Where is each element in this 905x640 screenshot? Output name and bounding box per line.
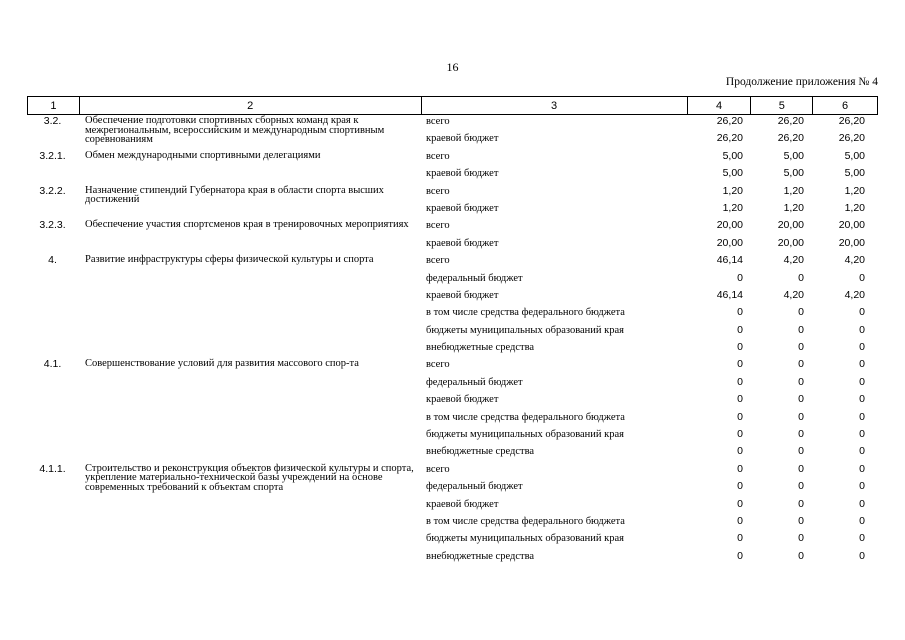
value-col-6: 5,00 <box>844 167 865 180</box>
table-row <box>27 497 878 514</box>
funding-source: краевой бюджет <box>426 498 499 510</box>
table-row <box>27 201 878 218</box>
row-number: 4. <box>48 254 57 267</box>
value-col-6: 0 <box>859 358 865 371</box>
column-header-3: 3 <box>421 97 687 115</box>
funding-source: всего <box>426 220 450 232</box>
value-col-4: 26,20 <box>716 132 743 145</box>
value-col-4: 0 <box>737 549 743 562</box>
value-col-5: 0 <box>798 462 804 475</box>
value-col-6: 0 <box>859 514 865 527</box>
value-col-6: 1,20 <box>844 184 865 197</box>
funding-source: федеральный бюджет <box>426 481 523 493</box>
table-row <box>27 357 878 374</box>
value-col-6: 0 <box>859 428 865 441</box>
value-col-4: 46,14 <box>716 288 743 301</box>
value-col-6: 20,00 <box>838 236 865 249</box>
value-col-5: 0 <box>798 428 804 441</box>
funding-source: внебюджетные средства <box>426 550 535 562</box>
value-col-5: 0 <box>798 480 804 493</box>
table-row <box>27 375 878 392</box>
value-col-4: 20,00 <box>716 236 743 249</box>
value-col-4: 0 <box>737 428 743 441</box>
table-row <box>27 236 878 253</box>
row-name: Назначение стипендий Губернатора края в области спорта высших достижений <box>85 184 384 206</box>
value-col-5: 0 <box>798 549 804 562</box>
funding-source: федеральный бюджет <box>426 376 523 388</box>
row-number: 3.2. <box>43 115 62 127</box>
value-col-4: 1,20 <box>722 184 743 197</box>
row-name: Обеспечение участия спортсменов края в тренировочных мероприятиях <box>85 219 409 231</box>
funding-source: бюджеты муниципальных образований края <box>426 429 625 441</box>
table-row <box>27 218 878 235</box>
value-col-6: 0 <box>859 462 865 475</box>
table-row <box>27 271 878 288</box>
value-col-4: 26,20 <box>716 115 743 127</box>
value-col-4: 0 <box>737 393 743 406</box>
funding-source: в том числе средства федерального бюджета <box>426 515 625 527</box>
value-col-4: 0 <box>737 323 743 336</box>
funding-source: внебюджетные средства <box>426 342 535 354</box>
value-col-6: 5,00 <box>844 149 865 162</box>
value-col-4: 0 <box>737 271 743 284</box>
funding-source: краевой бюджет <box>426 289 499 301</box>
value-col-5: 1,20 <box>783 184 804 197</box>
value-col-6: 4,20 <box>844 288 865 301</box>
value-col-4: 0 <box>737 410 743 423</box>
value-col-6: 0 <box>859 445 865 458</box>
value-col-6: 26,20 <box>838 115 865 127</box>
table-row <box>27 444 878 461</box>
row-name: Строительство и реконструкция объектов физической культуры и спорта, укрепление материально-технической базы учреждений на основе современных требований к объектам спорта <box>85 462 414 493</box>
value-col-4: 1,20 <box>722 201 743 214</box>
value-col-5: 0 <box>798 375 804 388</box>
row-number: 3.2.3. <box>39 219 66 232</box>
value-col-4: 0 <box>737 480 743 493</box>
row-number: 4.1. <box>43 358 62 371</box>
funding-source: бюджеты муниципальных образований края <box>426 533 625 545</box>
value-col-5: 0 <box>798 393 804 406</box>
value-col-5: 0 <box>798 445 804 458</box>
table-row <box>27 166 878 183</box>
row-number: 3.2.1. <box>39 149 66 162</box>
value-col-5: 5,00 <box>783 167 804 180</box>
value-col-4: 0 <box>737 514 743 527</box>
row-number: 4.1.1. <box>39 462 66 475</box>
column-header-6: 6 <box>813 97 878 115</box>
value-col-6: 1,20 <box>844 201 865 214</box>
table-row <box>27 549 878 566</box>
value-col-5: 26,20 <box>777 115 804 127</box>
value-col-5: 5,00 <box>783 149 804 162</box>
value-col-6: 0 <box>859 549 865 562</box>
funding-source: краевой бюджет <box>426 133 499 145</box>
value-col-5: 4,20 <box>783 288 804 301</box>
value-col-6: 0 <box>859 375 865 388</box>
column-header-2: 2 <box>79 97 421 115</box>
funding-source: внебюджетные средства <box>426 446 535 458</box>
value-col-5: 20,00 <box>777 236 804 249</box>
funding-source: всего <box>426 150 450 162</box>
row-name: Развитие инфраструктуры сферы физической культуры и спорта <box>85 254 374 266</box>
table-row <box>27 131 878 148</box>
funding-source: всего <box>426 463 450 475</box>
table-row <box>27 149 878 166</box>
value-col-6: 26,20 <box>838 132 865 145</box>
value-col-5: 4,20 <box>783 254 804 267</box>
funding-source: всего <box>426 359 450 371</box>
table-row <box>27 531 878 548</box>
value-col-6: 4,20 <box>844 254 865 267</box>
column-header-row <box>28 97 878 115</box>
funding-source: в том числе средства федерального бюджета <box>426 411 625 423</box>
value-col-4: 0 <box>737 375 743 388</box>
row-name: Обеспечение подготовки спортивных сборных команд края к межрегиональным, всероссийским и международным спортивным соревнованиям <box>85 115 385 146</box>
funding-source: краевой бюджет <box>426 202 499 214</box>
value-col-4: 0 <box>737 341 743 354</box>
value-col-4: 0 <box>737 358 743 371</box>
value-col-5: 26,20 <box>777 132 804 145</box>
row-number: 3.2.2. <box>39 184 66 197</box>
table-row <box>27 305 878 322</box>
funding-source: всего <box>426 255 450 267</box>
value-col-6: 0 <box>859 497 865 510</box>
value-col-6: 0 <box>859 532 865 545</box>
funding-source: в том числе средства федерального бюджета <box>426 307 625 319</box>
funding-source: краевой бюджет <box>426 237 499 249</box>
value-col-4: 0 <box>737 462 743 475</box>
page-number: 16 <box>446 60 459 74</box>
table-body <box>27 114 878 566</box>
funding-source: краевой бюджет <box>426 168 499 180</box>
funding-source: краевой бюджет <box>426 394 499 406</box>
value-col-5: 0 <box>798 306 804 319</box>
value-col-4: 0 <box>737 497 743 510</box>
value-col-5: 0 <box>798 532 804 545</box>
value-col-4: 20,00 <box>716 219 743 232</box>
table-row <box>27 184 878 206</box>
value-col-6: 0 <box>859 306 865 319</box>
table-row <box>27 253 878 270</box>
funding-source: бюджеты муниципальных образований края <box>426 324 625 336</box>
value-col-4: 5,00 <box>722 167 743 180</box>
funding-source: всего <box>426 185 450 197</box>
value-col-4: 0 <box>737 306 743 319</box>
value-col-6: 0 <box>859 271 865 284</box>
continuation-label: Продолжение приложения № 4 <box>725 76 878 88</box>
table-row <box>27 288 878 305</box>
value-col-6: 20,00 <box>838 219 865 232</box>
row-name: Обмен международными спортивными делегациями <box>85 149 321 161</box>
column-header-5: 5 <box>751 97 813 115</box>
value-col-4: 5,00 <box>722 149 743 162</box>
table-row <box>27 427 878 444</box>
value-col-5: 0 <box>798 410 804 423</box>
column-header-1: 1 <box>28 97 80 115</box>
row-name: Совершенствование условий для развития массового спор-та <box>85 358 359 370</box>
value-col-5: 0 <box>798 341 804 354</box>
value-col-6: 0 <box>859 393 865 406</box>
table-row <box>27 479 878 496</box>
value-col-4: 46,14 <box>716 254 743 267</box>
funding-source: федеральный бюджет <box>426 272 523 284</box>
column-header-4: 4 <box>687 97 751 115</box>
column-header-table <box>27 96 878 115</box>
table-row <box>27 340 878 357</box>
value-col-6: 0 <box>859 341 865 354</box>
funding-source: всего <box>426 116 450 127</box>
value-col-5: 20,00 <box>777 219 804 232</box>
value-col-6: 0 <box>859 323 865 336</box>
table-row <box>27 410 878 427</box>
value-col-5: 1,20 <box>783 201 804 214</box>
value-col-5: 0 <box>798 323 804 336</box>
value-col-6: 0 <box>859 410 865 423</box>
value-col-4: 0 <box>737 445 743 458</box>
table-row <box>27 514 878 531</box>
value-col-5: 0 <box>798 497 804 510</box>
value-col-4: 0 <box>737 532 743 545</box>
value-col-5: 0 <box>798 358 804 371</box>
value-col-6: 0 <box>859 480 865 493</box>
value-col-5: 0 <box>798 514 804 527</box>
value-col-5: 0 <box>798 271 804 284</box>
table-row <box>27 392 878 409</box>
table-row <box>27 323 878 340</box>
